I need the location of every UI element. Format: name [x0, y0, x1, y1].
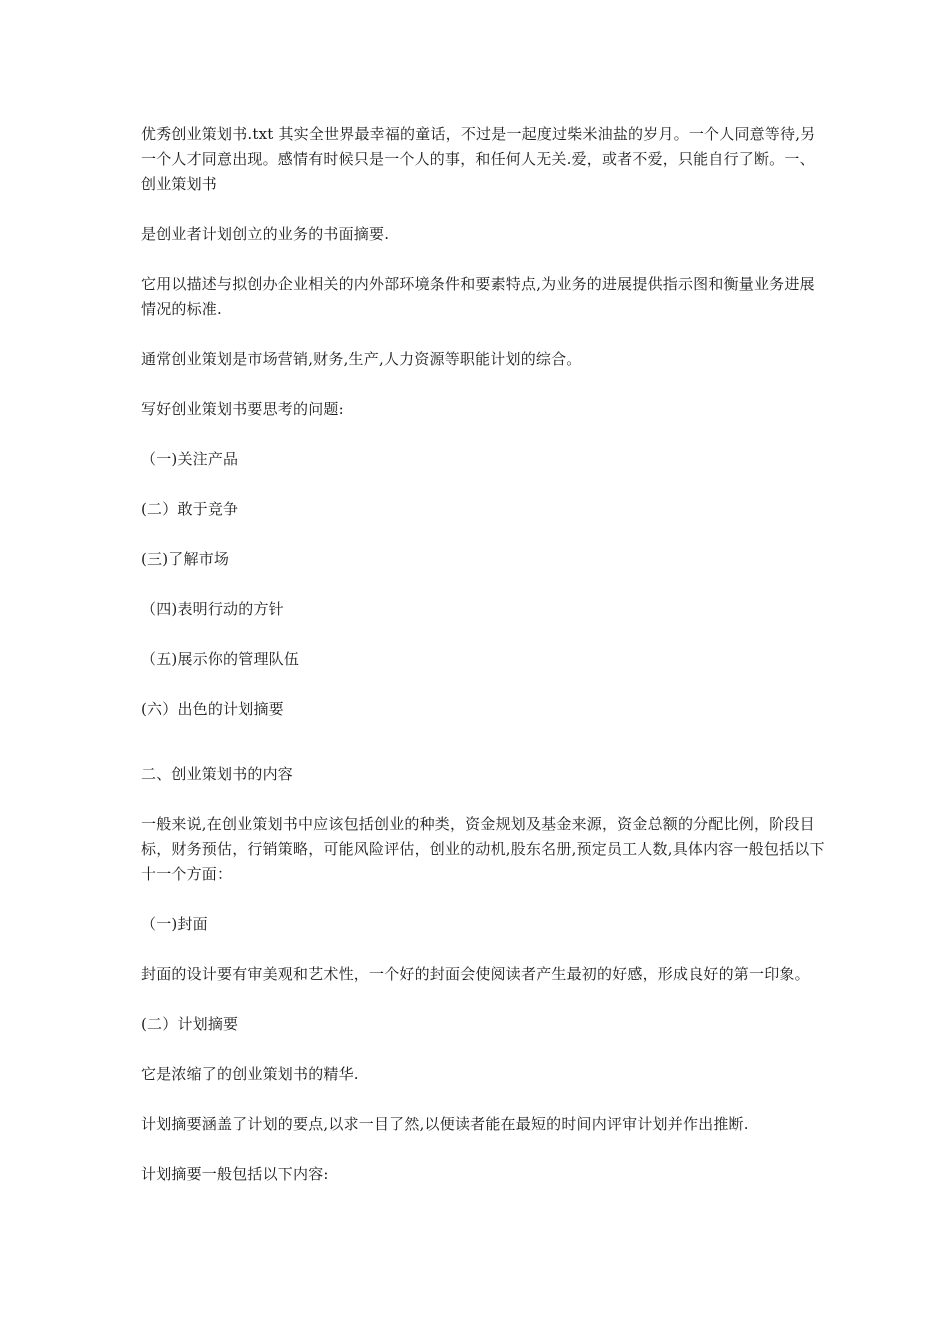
- paragraph-summary-includes: 计划摘要一般包括以下内容:: [141, 1165, 329, 1183]
- section-heading-contents: 二、创业策划书的内容: [141, 765, 294, 783]
- paragraph-cover: 封面的设计要有审美观和艺术性，一个好的封面会使阅读者产生最初的好感，形成良好的第一印象。: [141, 965, 810, 983]
- paragraph-definition: 是创业者计划创立的业务的书面摘要.: [141, 225, 390, 243]
- paragraph-purpose: 它用以描述与拟创办企业相关的内外部环境条件和要素特点,为业务的进展提供指示图和衡量业务进展情况的标准.: [141, 275, 815, 318]
- paragraph-questions-heading: 写好创业策划书要思考的问题:: [141, 400, 344, 418]
- subheading-plan-summary: (二）计划摘要: [141, 1015, 239, 1033]
- list-item-know-market: (三)了解市场: [141, 550, 230, 568]
- list-item-plan-summary: (六）出色的计划摘要: [141, 700, 284, 718]
- paragraph-composition: 通常创业策划是市场营销,财务,生产,人力资源等职能计划的综合。: [141, 350, 582, 368]
- list-item-management-team: （五)展示你的管理队伍: [141, 650, 300, 668]
- document-body: [141, 122, 825, 1212]
- subheading-cover: （一)封面: [141, 915, 208, 933]
- list-item-focus-product: （一)关注产品: [141, 450, 239, 468]
- paragraph-summary-essence: 它是浓缩了的创业策划书的精华.: [141, 1065, 359, 1083]
- list-item-action-policy: （四)表明行动的方针: [141, 600, 284, 618]
- paragraph-summary-points: 计划摘要涵盖了计划的要点,以求一目了然,以便读者能在最短的时间内评审计划并作出推断.: [141, 1115, 749, 1133]
- list-item-dare-compete: (二）敢于竞争: [141, 500, 239, 518]
- paragraph-intro: 优秀创业策划书.txt 其实全世界最幸福的童话，不过是一起度过柴米油盐的岁月。一个人同意等待,另一个人才同意出现。感情有时候只是一个人的事，和任何人无关.爱，或者不爱，只能自行了断。一、创业策划书: [141, 125, 816, 193]
- paragraph-contents-overview: 一般来说,在创业策划书中应该包括创业的种类，资金规划及基金来源，资金总额的分配比例，阶段目标，财务预估，行销策略，可能风险评估，创业的动机,股东名册,预定员工人数,具体内容一般包括以下十一个方面：: [141, 815, 825, 883]
